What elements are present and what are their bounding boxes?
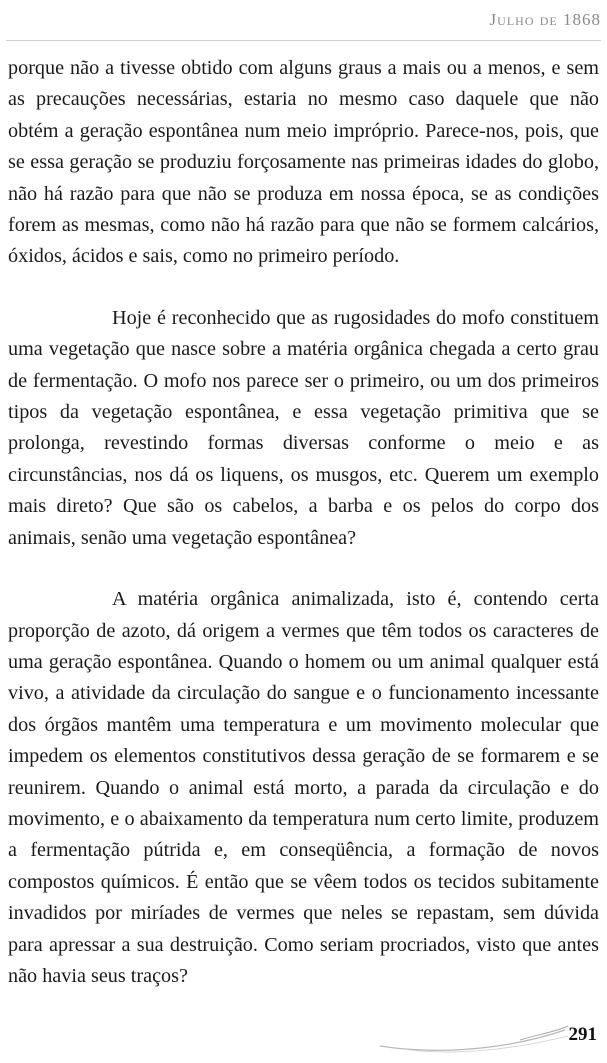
paragraph-continued: porque não a tivesse obtido com alguns graus a mais ou a menos, e sem as precauções necessárias, estaria no mesmo caso daquele que não obtém a geração espontânea num meio impróprio. Parece-nos, pois, que se essa geração se produziu forçosamente nas primeiras idades do globo, não há razão para que não se produza em nossa época, se as condições forem as mesmas, como não há razão para que não se formem calcários, óxidos, ácidos e sais, como no primeiro período. <box>8 57 599 268</box>
body-text <box>8 53 599 992</box>
footer-ornament <box>370 1018 570 1058</box>
running-head: Julho de 1868 <box>489 10 601 29</box>
page-number: 291 <box>568 1024 597 1045</box>
header-rule <box>6 40 601 41</box>
paragraph-materia-organica: A matéria orgânica animalizada, isto é, contendo certa proporção de azoto, dá origem a vermes que têm todos os caracteres de uma geração espontânea. Quando o homem ou um animal qualquer está vivo, a atividade da circulação do sangue e o funcionamento incessante dos órgãos mantêm uma temperatura e um movimento molecular que impedem os elementos constitutivos dessa geração de se formarem e se reunirem. Quando o animal está morto, a parada da circulação e do movimento, e o abaixamento da temperatura num certo limite, produzem a fermentação pútrida e, em conseqüência, a formação de novos compostos químicos. É então que se vêem todos os tecidos subitamente invadidos por miríades de vermes que neles se repastam, sem dúvida para apressar a sua destruição. Como seriam procriados, visto que antes não havia seus traços? <box>8 588 599 987</box>
paragraph-mofo: Hoje é reconhecido que as rugosidades do mofo constituem uma vegetação que nasce sobre a matéria orgânica chegada a certo grau de fermentação. O mofo nos parece ser o primeiro, ou um dos primeiros tipos da vegetação espontânea, e essa vegetação primitiva que se prolonga, revestindo formas diversas conforme o meio e as circunstâncias, nos dá os liquens, os musgos, etc. Querem um exemplo mais direto? Que são os cabelos, a barba e os pelos do corpo dos animais, senão uma vegetação espontânea? <box>8 306 599 549</box>
